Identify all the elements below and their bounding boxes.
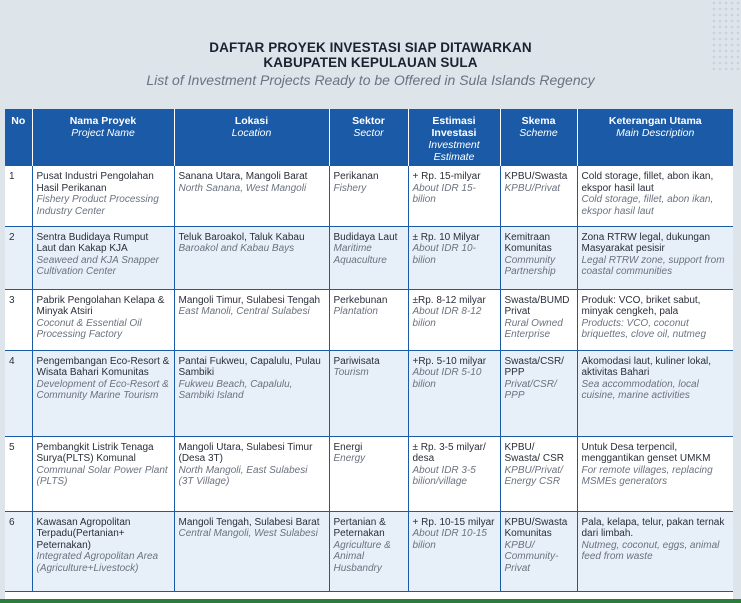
header-no: No [5,109,32,166]
description-cell: Untuk Desa terpencil, menggantikan genset UMKM For remote villages, replacing MSMEs generators [577,436,733,511]
project-table [5,109,733,592]
project-name-cell: Pembangkit Listrik Tenaga Surya(PLTS) Komunal Communal Solar Power Plant (PLTS) [32,436,174,511]
sector-cell: Pariwisata Tourism [329,350,408,436]
description-cell: Zona RTRW legal, dukungan Masyarakat pesisir Legal RTRW zone, support from coastal communities [577,226,733,289]
header-sector: Sektor Sector [329,109,408,166]
header-scheme: Skema Scheme [500,109,577,166]
subtitle: List of Investment Projects Ready to be Offered in Sula Islands Regency [146,72,595,88]
project-name-cell: Kawasan Agropolitan Terpadu(Pertanian+ Peternakan) Integrated Agropolitan Area (Agriculture+Livestock) [32,511,174,591]
location-cell: Teluk Baroakol, Taluk Kabau Baroakol and Kabau Bays [174,226,329,289]
header-project-name: Nama Proyek Project Name [32,109,174,166]
location-cell: Mangoli Tengah, Sulabesi Barat Central Mangoli, West Sulabesi [174,511,329,591]
scheme-cell: Swasta/CSR/ PPP Privat/CSR/ PPP [500,350,577,436]
project-name-cell: Pabrik Pengolahan Kelapa & Minyak Atsiri Coconut & Essential Oil Processing Factory [32,289,174,350]
title-line-2: KABUPATEN KEPULAUAN SULA [263,55,478,70]
description-cell: Pala, kelapa, telur, pakan ternak dari limbah. Nutmeg, coconut, eggs, animal feed from waste [577,511,733,591]
location-cell: Pantai Fukweu, Capalulu, Pulau Sambiki Fukweu Beach, Capalulu, Sambiki Island [174,350,329,436]
row-number: 4 [5,350,32,436]
location-cell: Mangoli Utara, Sulabesi Timur (Desa 3T) North Mangoli, East Sulabesi (3T Village) [174,436,329,511]
table-row [5,289,733,350]
table-row [5,436,733,511]
estimate-cell: ±Rp. 8-12 milyar About IDR 8-12 bilion [408,289,500,350]
project-name-cell: Pengembangan Eco-Resort & Wisata Bahari Komunitas Development of Eco-Resort & Community Marine Tourism [32,350,174,436]
row-number: 2 [5,226,32,289]
sector-cell: Budidaya Laut Maritime Aquaculture [329,226,408,289]
estimate-cell: + Rp. 10-15 milyar About IDR 10-15 bilion [408,511,500,591]
scheme-cell: KPBU/Swasta KPBU/Privat [500,166,577,226]
row-number: 3 [5,289,32,350]
table-row [5,166,733,226]
project-table-container [5,109,733,603]
header-location: Lokasi Location [174,109,329,166]
row-number: 6 [5,511,32,591]
sector-cell: Pertanian & Peternakan Agriculture & Animal Husbandry [329,511,408,591]
sector-cell: Perkebunan Plantation [329,289,408,350]
project-name-cell: Pusat Industri Pengolahan Hasil Perikanan Fishery Product Processing Industry Center [32,166,174,226]
row-number: 5 [5,436,32,511]
estimate-cell: + Rp. 15-milyar About IDR 15-bilion [408,166,500,226]
estimate-cell: ± Rp. 3-5 milyar/ desa About IDR 3-5 bilion/village [408,436,500,511]
row-number: 1 [5,166,32,226]
estimate-cell: +Rp. 5-10 milyar About IDR 5-10 bilion [408,350,500,436]
page-heading [0,40,741,89]
location-cell: Sanana Utara, Mangoli Barat North Sanana, West Mangoli [174,166,329,226]
estimate-cell: ± Rp. 10 Milyar About IDR 10-bilion [408,226,500,289]
sector-cell: Perikanan Fishery [329,166,408,226]
scheme-cell: Swasta/BUMD Privat Rural Owned Enterprise [500,289,577,350]
title-line-1: DAFTAR PROYEK INVESTASI SIAP DITAWARKAN [209,40,532,55]
sector-cell: Energi Energy [329,436,408,511]
table-row [5,226,733,289]
project-name-cell: Sentra Budidaya Rumput Laut dan Kakap KJA Seaweed and KJA Snapper Cultivation Center [32,226,174,289]
bottom-accent-bar [0,599,741,603]
table-row [5,511,733,591]
scheme-cell: KPBU/Swasta Komunitas KPBU/ Community-Privat [500,511,577,591]
header-investment-estimate: Estimasi Investasi Investment Estimate [408,109,500,166]
description-cell: Produk: VCO, briket sabut, minyak cengkeh, pala Products: VCO, coconut briquettes, clove oil, nutmeg [577,289,733,350]
table-row [5,350,733,436]
header-main-description: Keterangan Utama Main Description [577,109,733,166]
scheme-cell: KPBU/ Swasta/ CSR KPBU/Privat/ Energy CSR [500,436,577,511]
scheme-cell: Kemitraan Komunitas Community Partnership [500,226,577,289]
description-cell: Akomodasi laut, kuliner lokal, aktivitas Bahari Sea accommodation, local cuisine, marine activities [577,350,733,436]
description-cell: Cold storage, fillet, abon ikan, ekspor hasil laut Cold storage, fillet, abon ikan, ekspor hasil laut [577,166,733,226]
table-header-row [5,109,733,166]
location-cell: Mangoli Timur, Sulabesi Tengah East Manoli, Central Sulabesi [174,289,329,350]
